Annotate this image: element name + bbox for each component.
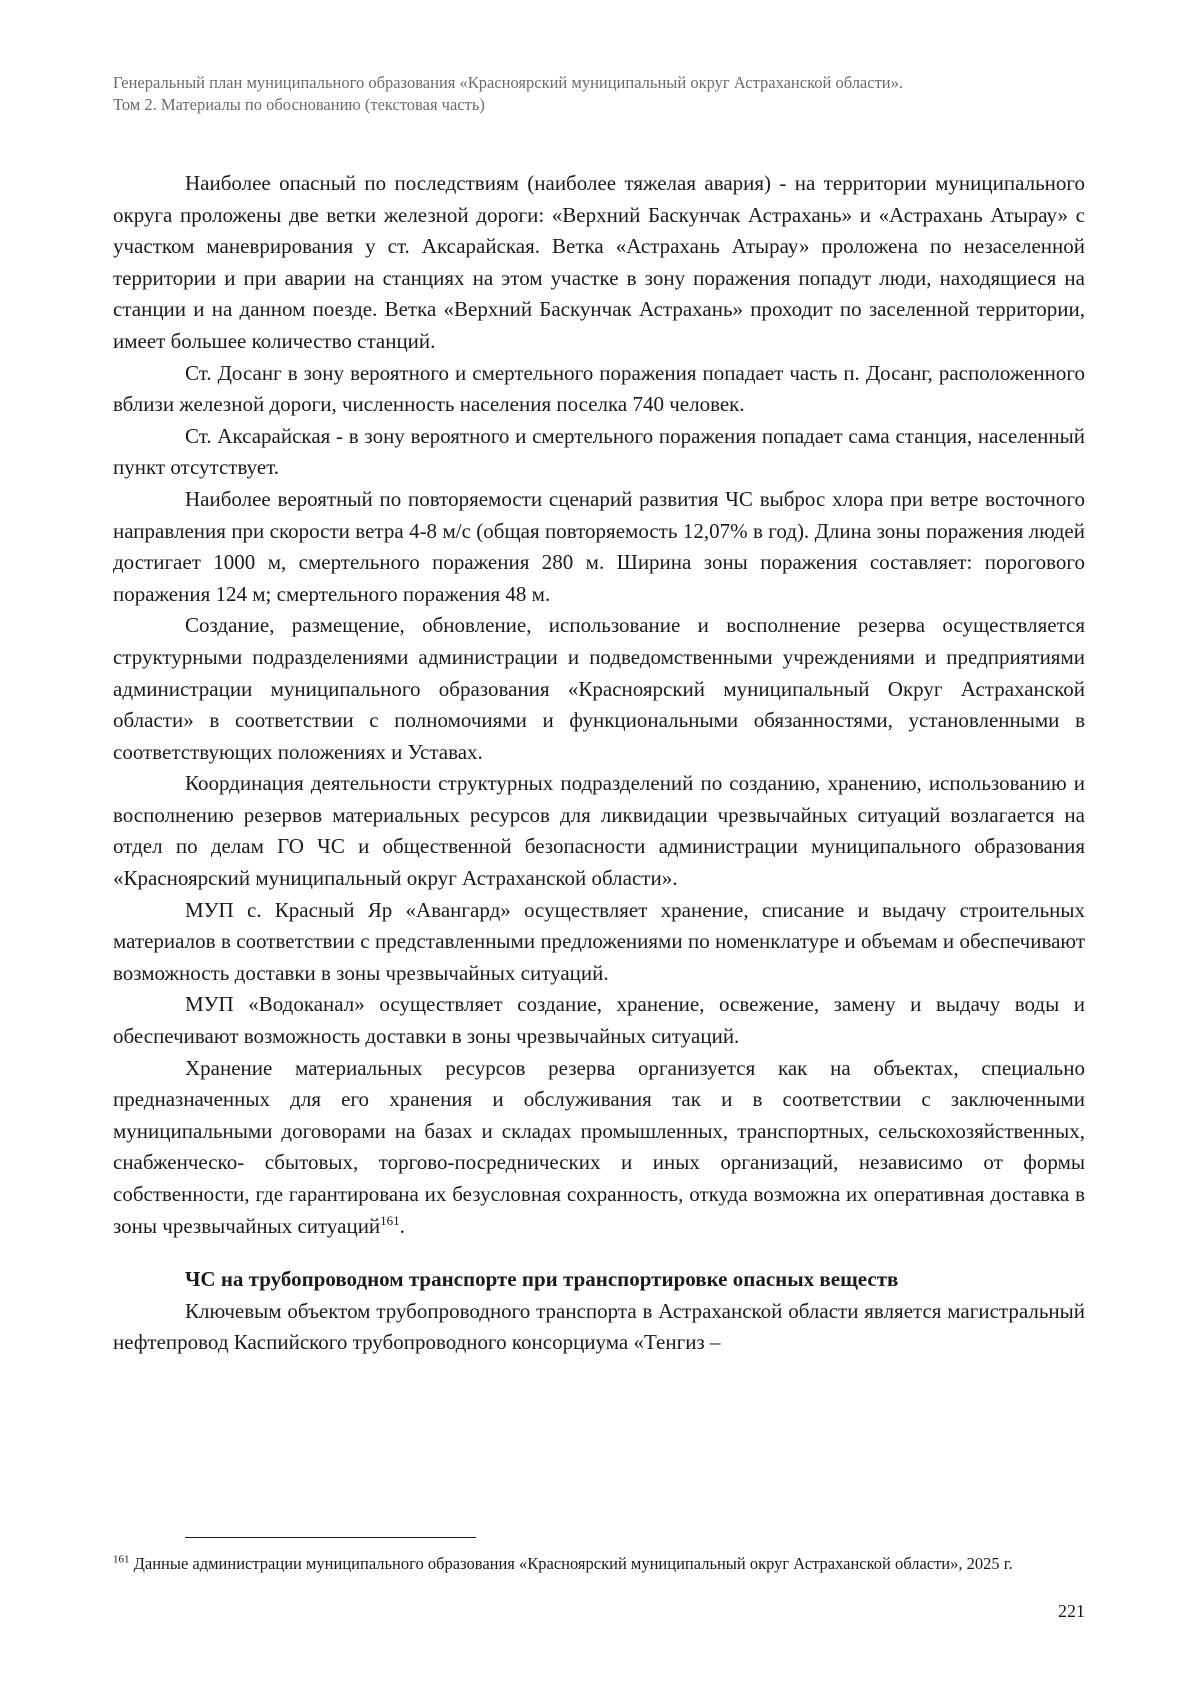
footnote-text: Данные администрации муниципального образования «Красноярский муниципальный округ Астраханской области», 2025 г. [129,1554,1013,1573]
footnote-separator [185,1537,476,1538]
paragraph-end: . [399,1213,405,1238]
footnote-reference: 161 [380,1212,400,1228]
paragraph-with-footnote [113,1053,1085,1243]
paragraph-text: Хранение материальных ресурсов резерва организуется как на объектах, специально предназначенных для его хранения и обслуживания так и в соответствии с заключенными муниципальными договорами на базах и складах промышленных, транспортных, сельскохозяйственных, снабженческо- сбытовых, торгово-посреднических и иных организаций, независимо от формы собственности, где гарантирована их безусловная сохранность, откуда возможна их оперативная доставка в зоны чрезвычайных ситуаций [113,1055,1085,1238]
paragraph: Создание, размещение, обновление, использование и восполнение резерва осуществляется структурными подразделениями администрации и подведомственными учреждениями и предприятиями администрации муниципального образования «Красноярский муниципальный Округ Астраханской области» в соответствии с полномочиями и функциональными обязанностями, установленными в соответствующих положениях и Уставах. [113,613,1085,764]
paragraph: Ст. Досанг в зону вероятного и смертельного поражения попадает часть п. Досанг, расположенного вблизи железной дороги, численность населения поселка 740 человек. [113,360,1085,417]
paragraph: Наиболее вероятный по повторяемости сценарий развития ЧС выброс хлора при ветре восточного направления при скорости ветра 4-8 м/с (общая повторяемость 12,07% в год). Длина зоны поражения людей достигает 1000 м, смертельного поражения 280 м. Ширина зоны поражения составляет: порогового поражения 124 м; смертельного поражения 48 м. [113,486,1085,606]
running-header-line-2: Том 2. Материалы по обоснованию (текстовая часть) [113,95,485,114]
page-number: 221 [1058,1601,1085,1621]
footnote [113,1552,1085,1575]
paragraph: Ключевым объектом трубопроводного транспорта в Астраханской области является магистральный нефтепровод Каспийского трубопроводного консорциума «Тенгиз – [113,1298,1085,1355]
paragraph: МУП с. Красный Яр «Авангард» осуществляет хранение, списание и выдачу строительных материалов в соответствии с представленными предложениями по номенклатуре и объемам и обеспечивают возможность доставки в зоны чрезвычайных ситуаций. [113,897,1085,985]
running-header-line-1: Генеральный план муниципального образования «Красноярский муниципальный округ Астраханской области». [113,73,903,92]
paragraph: Ст. Аксарайская - в зону вероятного и смертельного поражения попадает сама станция, населенный пункт отсутствует. [113,423,1085,480]
paragraph: МУП «Водоканал» осуществляет создание, хранение, освежение, замену и выдачу воды и обеспечивают возможность доставки в зоны чрезвычайных ситуаций. [113,992,1085,1049]
paragraph: Наиболее опасный по последствиям (наиболее тяжелая авария) - на территории муниципального округа проложены две ветки железной дороги: «Верхний Баскунчак Астрахань» и «Астрахань Атырау» с участком маневрирования у ст. Аксарайская. Ветка «Астрахань Атырау» проложена по незаселенной территории и при аварии на станциях на этом участке в зону поражения попадут люди, находящиеся на станции и на данном поезде. Ветка «Верхний Баскунчак Астрахань» проходит по заселенной территории, имеет большее количество станций. [113,171,1085,353]
footnote-mark: 161 [113,1553,130,1566]
section-heading: ЧС на трубопроводном транспорте при транспортировке опасных веществ [185,1267,899,1292]
running-header [113,72,1088,116]
paragraph: Координация деятельности структурных подразделений по созданию, хранению, использованию и восполнению резервов материальных ресурсов для ликвидации чрезвычайных ситуаций возлагается на отдел по делам ГО ЧС и общественной безопасности администрации муниципального образования «Красноярский муниципальный округ Астраханской области». [113,771,1085,891]
main-text [113,168,1085,1359]
